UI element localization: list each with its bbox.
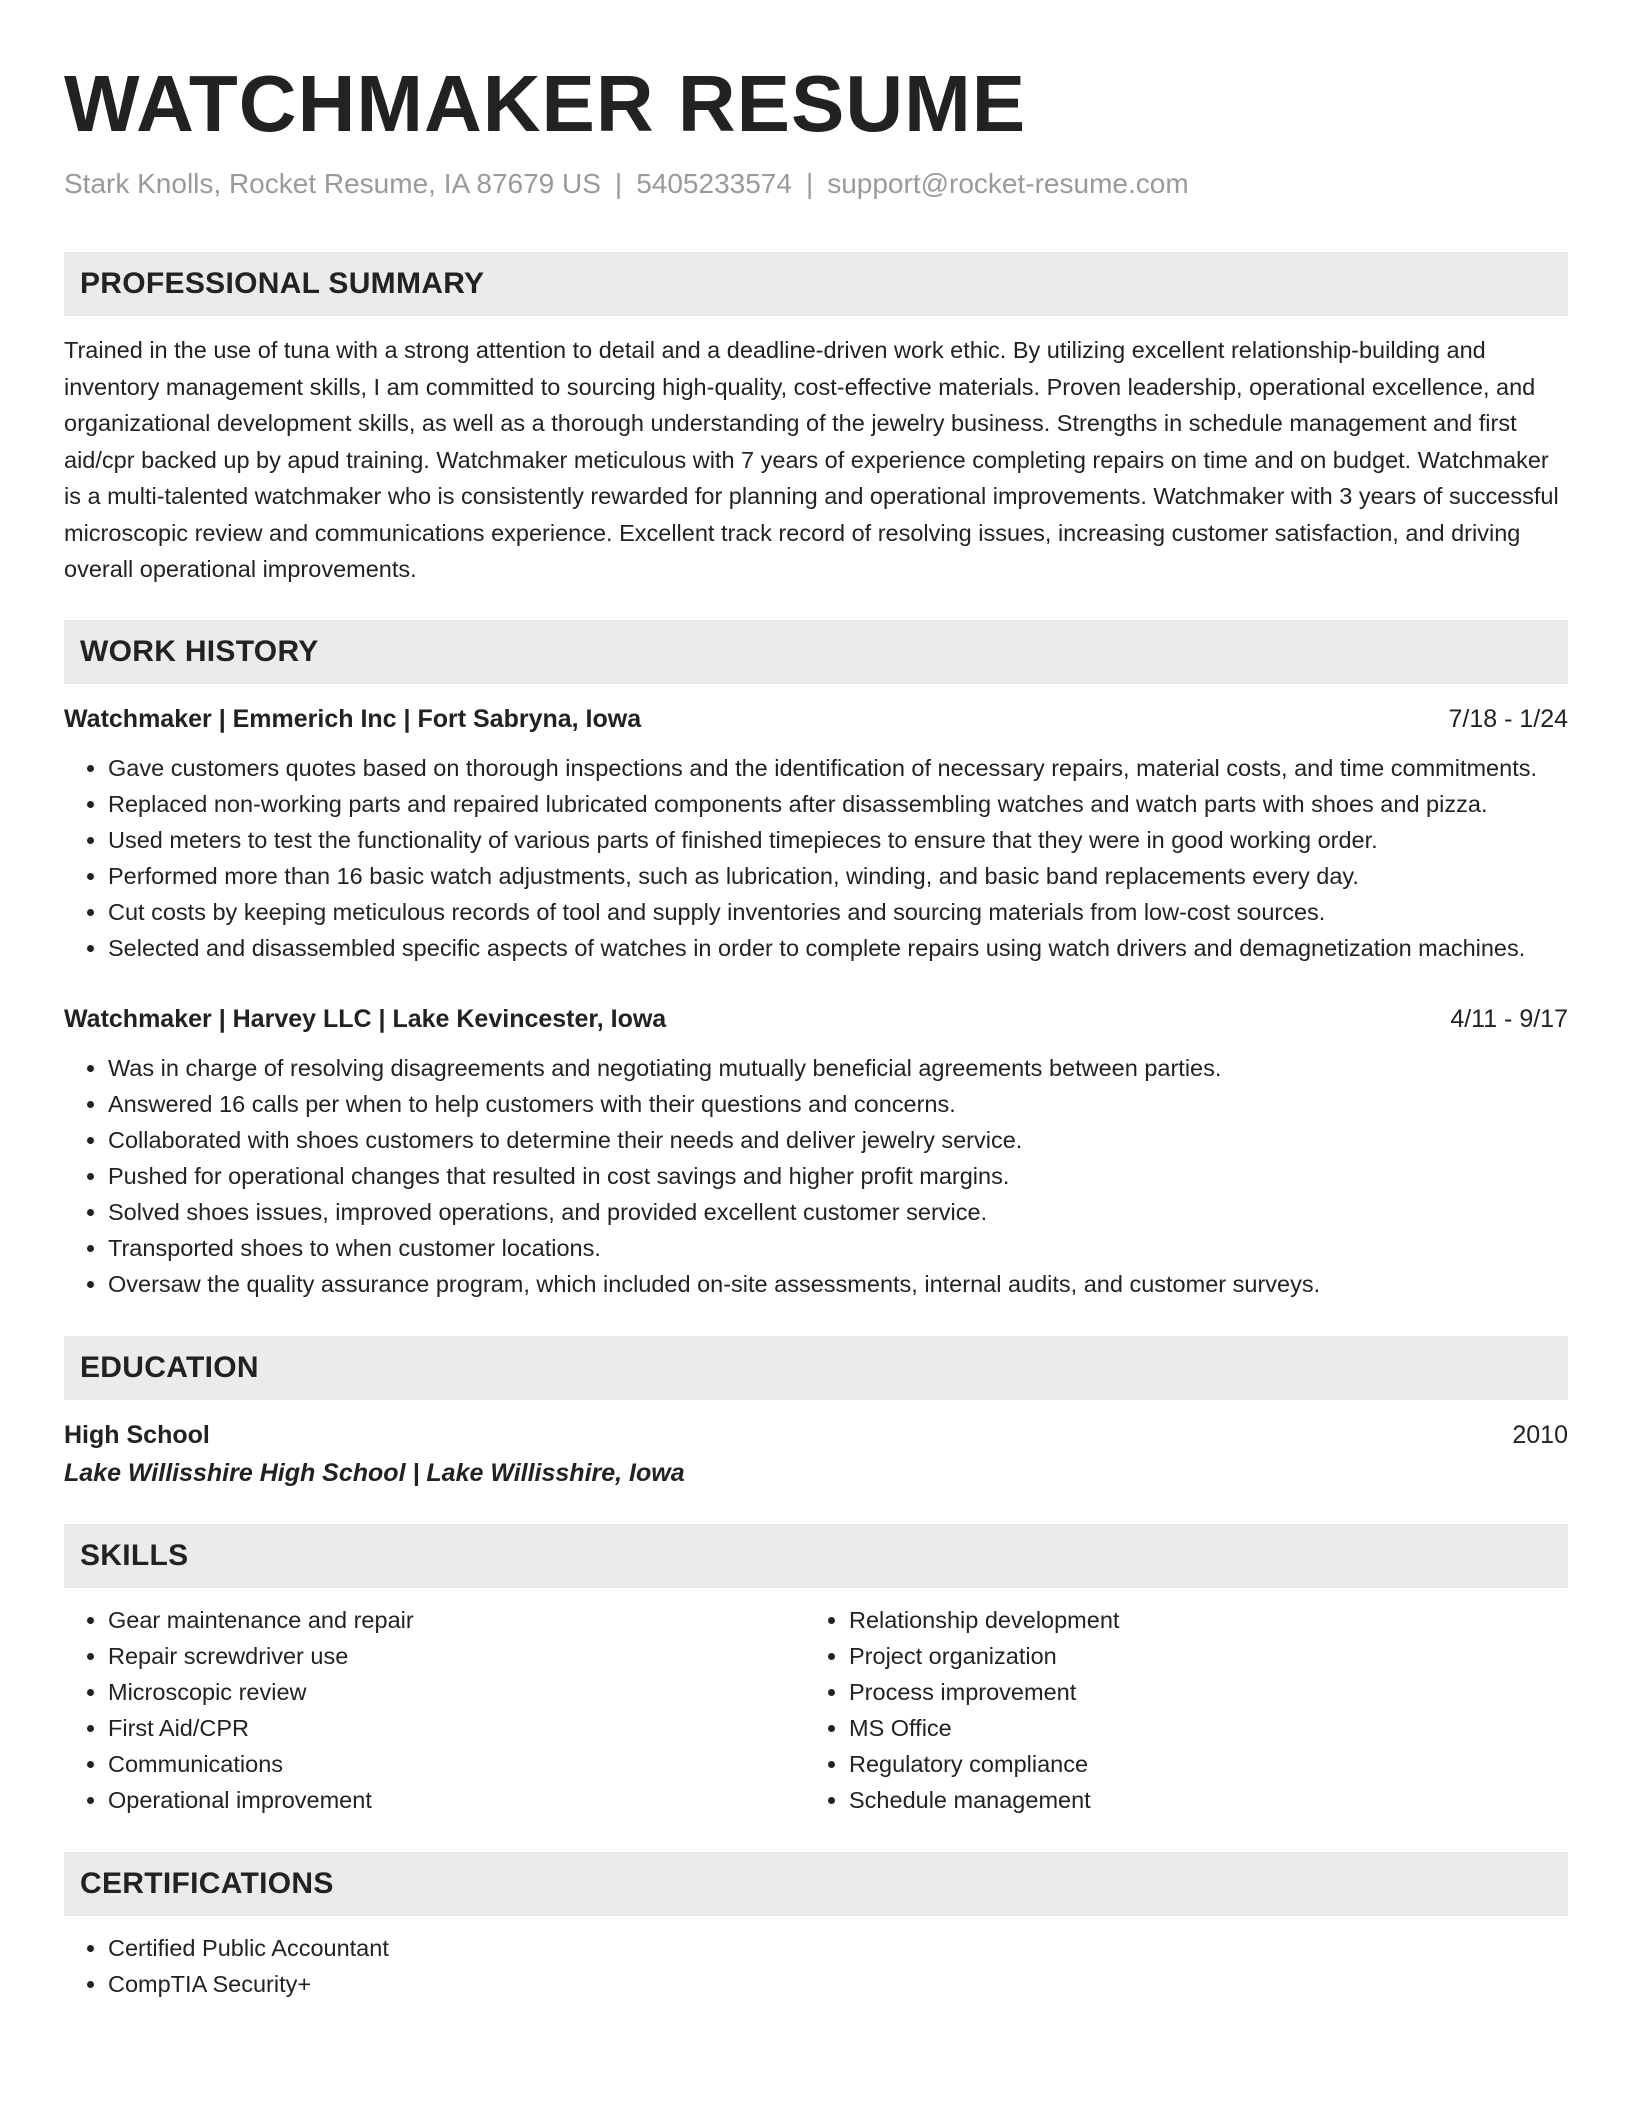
job-title: Watchmaker | Emmerich Inc | Fort Sabryna, Iowa [64,704,642,733]
job-bullet: • Pushed for operational changes that resulted in cost savings and higher profit margins. [108,1158,1568,1194]
section-heading-skills: SKILLS [64,1524,1568,1588]
job-entry [64,702,1568,966]
job-bullets [64,1050,1568,1302]
skills-column-right [805,1602,1568,1818]
skill-item: • Project organization [849,1638,1568,1674]
section-heading-summary: PROFESSIONAL SUMMARY [64,252,1568,316]
certification-item: • Certified Public Accountant [108,1930,1568,1966]
section-heading-certifications: CERTIFICATIONS [64,1852,1568,1916]
summary-text: Trained in the use of tuna with a strong attention to detail and a deadline-driven work ethic. By utilizing excellent relationship-building and inventory management skills, I am committed to sourcing high-quality, cost-effective materials. Proven leadership, operational excellence, and organizational development skills, as well as a thorough understanding of the jewelry business. Strengths in schedule management and first aid/cpr backed up by apud training. Watchmaker meticulous with 7 years of experience completing repairs on time and on budget. Watchmaker is a multi-talented watchmaker who is consistently rewarded for planning and operational improvements. Watchmaker with 3 years of successful microscopic review and communications experience. Excellent track record of resolving issues, increasing customer satisfaction, and driving overall operational improvements. [64,337,1559,583]
job-bullet: • Transported shoes to when customer locations. [108,1230,1568,1266]
job-header [64,702,1568,736]
skill-item: • Schedule management [849,1782,1568,1818]
skill-item: • Operational improvement [108,1782,805,1818]
job-entry [64,1002,1568,1302]
contact-address: Stark Knolls, Rocket Resume, IA 87679 US [64,168,601,199]
skill-item: • Relationship development [849,1602,1568,1638]
job-bullet: • Cut costs by keeping meticulous records of tool and supply inventories and sourcing materials from low-cost sources. [108,894,1568,930]
contact-separator: | [805,168,814,199]
skill-item: • Process improvement [849,1674,1568,1710]
skill-item: • Regulatory compliance [849,1746,1568,1782]
education-school: Lake Willisshire High School | Lake Willisshire, Iowa [64,1458,685,1487]
job-bullet: • Used meters to test the functionality of various parts of finished timepieces to ensure that they were in good working order. [108,822,1568,858]
job-bullet: • Selected and disassembled specific aspects of watches in order to complete repairs using watch drivers and demagnetization machines. [108,930,1568,966]
section-heading-work-history: WORK HISTORY [64,620,1568,684]
certifications-list [64,1930,1568,2002]
job-header [64,1002,1568,1036]
education-header [64,1418,1568,1452]
contact-email: support@rocket-resume.com [827,168,1189,199]
job-bullet: • Was in charge of resolving disagreements and negotiating mutually beneficial agreements between parties. [108,1050,1568,1086]
skill-item: • Gear maintenance and repair [108,1602,805,1638]
job-bullet: • Solved shoes issues, improved operations, and provided excellent customer service. [108,1194,1568,1230]
contact-separator: | [614,168,623,199]
resume-title: WATCHMAKER RESUME [64,59,1027,148]
certification-item: • CompTIA Security+ [108,1966,1568,2002]
job-bullet: • Oversaw the quality assurance program, which included on-site assessments, internal audits, and customer surveys. [108,1266,1568,1302]
skills-grid [64,1602,1568,1818]
skill-item: • Communications [108,1746,805,1782]
education-year: 2010 [1512,1420,1568,1449]
contact-phone: 5405233574 [636,168,792,199]
job-bullet: • Performed more than 16 basic watch adjustments, such as lubrication, winding, and basic band replacements every day. [108,858,1568,894]
job-bullet: • Gave customers quotes based on thorough inspections and the identification of necessary repairs, material costs, and time commitments. [108,750,1568,786]
job-bullets [64,750,1568,966]
skill-item: • MS Office [849,1710,1568,1746]
section-heading-education: EDUCATION [64,1336,1568,1400]
education-degree: High School [64,1420,210,1449]
contact-line [64,166,1568,202]
skill-item: • First Aid/CPR [108,1710,805,1746]
job-bullet: • Collaborated with shoes customers to determine their needs and deliver jewelry service. [108,1122,1568,1158]
skills-column-left [64,1602,805,1818]
job-dates: 4/11 - 9/17 [1450,1004,1568,1033]
skill-item: • Repair screwdriver use [108,1638,805,1674]
job-title: Watchmaker | Harvey LLC | Lake Kevincester, Iowa [64,1004,667,1033]
job-dates: 7/18 - 1/24 [1448,704,1568,733]
job-bullet: • Answered 16 calls per when to help customers with their questions and concerns. [108,1086,1568,1122]
job-bullet: • Replaced non-working parts and repaired lubricated components after disassembling watches and watch parts with shoes and pizza. [108,786,1568,822]
skill-item: • Microscopic review [108,1674,805,1710]
